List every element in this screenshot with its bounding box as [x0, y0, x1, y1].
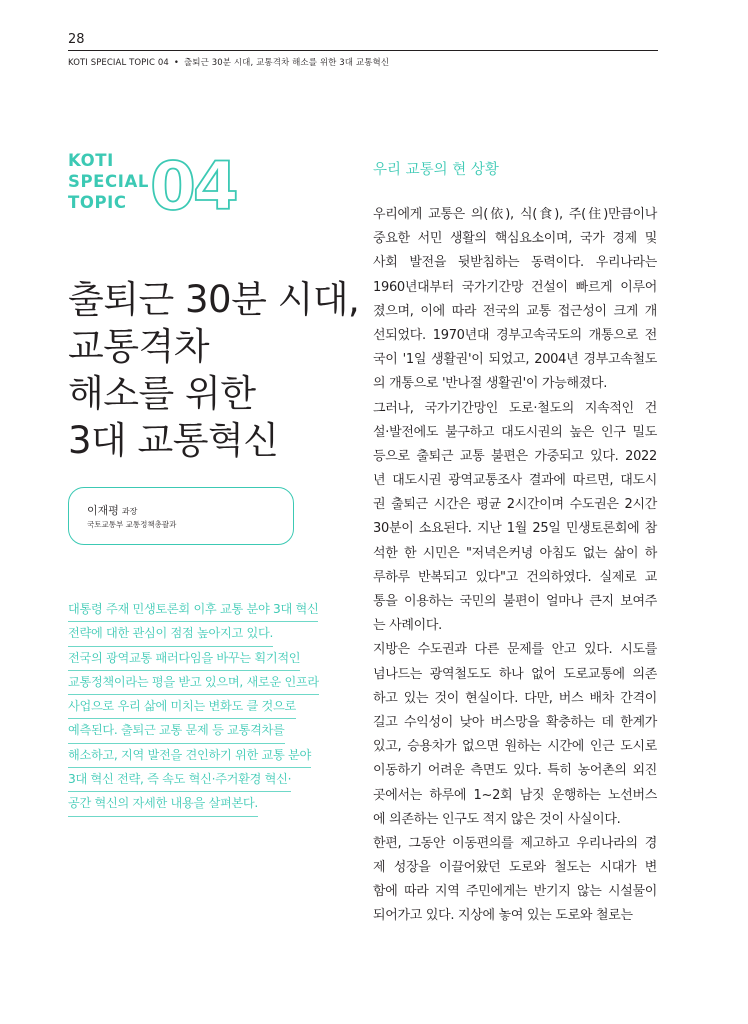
- title-line: 교통격차: [68, 325, 209, 368]
- summary-line: 3대 혁신 전략, 즉 속도 혁신·주거환경 혁신·: [68, 768, 291, 792]
- body-line: 30분이 소요된다. 지난 1월 25일 민생토론회에 참: [373, 521, 657, 537]
- body-line: 졌으며, 이에 따라 전국의 교통 접근성이 크게 개: [373, 303, 657, 319]
- body-line: 우리에게 교통은 의(依), 식(食), 주(住)만큼이나: [373, 207, 657, 222]
- summary-line: 전략에 대한 관심이 점점 높아지고 있다.: [68, 622, 273, 646]
- body-line: 에 의존하는 인구도 적지 않은 것이 사실이다.: [373, 811, 621, 827]
- title-line: 해소를 위한: [68, 372, 256, 415]
- summary-line: 공간 혁신의 자세한 내용을 살펴본다.: [68, 792, 258, 816]
- body-line: 통을 이용하는 국민의 불편이 얼마나 큰지 보여주: [373, 594, 657, 609]
- topic-label-line: TOPIC: [68, 193, 127, 212]
- topic-number-text: 04: [150, 148, 236, 218]
- summary-line: 해소하고, 지역 발전을 견인하기 위한 교통 분야: [68, 744, 311, 768]
- body-line: 제 성장을 이끌어왔던 도로와 철도는 시대가 변: [373, 860, 657, 876]
- header-separator: •: [173, 58, 179, 68]
- body-line: 석한 한 시민은 "저녁은커녕 아침도 없는 삶이 하: [373, 545, 657, 561]
- body-line: 등으로 출퇴근 교통 불편은 가중되고 있다. 2022: [373, 448, 657, 464]
- body-text: [373, 203, 657, 929]
- author-role: 과장: [121, 507, 138, 516]
- body-line: 국이 '1일 생활권'이 되었고, 2004년 경부고속철도: [373, 352, 657, 368]
- body-line: 하고 있는 것이 현실이다. 다만, 버스 배차 간격이: [373, 690, 657, 706]
- topic-label-line: SPECIAL: [68, 172, 149, 191]
- body-line: 의 개통으로 '반나절 생활권'이 가능해졌다.: [373, 376, 608, 392]
- running-header: [68, 56, 389, 68]
- body-line: 그러나, 국가기간망인 도로·철도의 지속적인 건: [373, 400, 657, 416]
- body-line: 곳에서는 하루에 1~2회 남짓 운행하는 노선버스: [373, 787, 657, 803]
- body-line: 는 사례이다.: [373, 618, 442, 634]
- body-line: 사회 발전을 뒷받침하는 동력이다. 우리나라는: [373, 255, 657, 271]
- title-line: 출퇴근 30분 시대,: [68, 278, 360, 321]
- topic-badge: [68, 150, 268, 222]
- body-line: 지방은 수도권과 다른 문제를 안고 있다. 시도를: [373, 642, 657, 658]
- body-line: 넘나드는 광역철도도 하나 없어 도로교통에 의존: [373, 666, 657, 682]
- header-rule: [68, 50, 658, 51]
- body-line: 설·발전에도 불구하고 대도시권의 높은 인구 밀도: [373, 424, 657, 440]
- page-number: 28: [68, 32, 85, 47]
- summary-line: 예측된다. 출퇴근 교통 문제 등 교통격차를: [68, 719, 285, 743]
- series-label: KOTI SPECIAL TOPIC 04: [68, 58, 169, 68]
- body-line: 있고, 승용차가 없으면 원하는 시간에 인근 도시로: [373, 739, 657, 755]
- title-line: 3대 교통혁신: [68, 419, 279, 462]
- body-line: 년 대도시권 광역교통조사 결과에 따르면, 대도시: [373, 473, 657, 489]
- body-line: 이동하기 어려운 측면도 있다. 특히 농어촌의 외진: [373, 763, 657, 779]
- summary-line: 전국의 광역교통 패러다임을 바꾸는 획기적인: [68, 647, 300, 671]
- body-line: 1960년대부터 국가기간망 건설이 빠르게 이루어: [373, 279, 657, 295]
- body-line: 선되었다. 1970년대 경부고속국도의 개통으로 전: [373, 327, 657, 343]
- summary-line: 교통정책이라는 평을 받고 있으며, 새로운 인프라: [68, 671, 319, 695]
- running-title: 출퇴근 30분 시대, 교통격차 해소를 위한 3대 교통혁신: [183, 58, 390, 68]
- author-affiliation: 국토교통부 교통정책총괄과: [87, 520, 177, 529]
- article-title: [68, 276, 359, 464]
- body-line: 권 출퇴근 시간은 평균 2시간이며 수도권은 2시간: [373, 497, 657, 513]
- body-line: 루하루 반복되고 있다"고 건의하였다. 실제로 교: [373, 569, 657, 585]
- summary-line: 사업으로 우리 삶에 미치는 변화도 클 것으로: [68, 695, 296, 719]
- author-box: [68, 487, 294, 545]
- author-line: [87, 502, 137, 518]
- summary: [68, 598, 348, 817]
- body-line: 중요한 서민 생활의 핵심요소이며, 국가 경제 및: [373, 231, 657, 247]
- body-line: 되어가고 있다. 지상에 놓여 있는 도로와 철로는: [373, 908, 633, 924]
- summary-line: 대통령 주재 민생토론회 이후 교통 분야 3대 혁신: [68, 598, 318, 622]
- body-line: 함에 따라 지역 주민에게는 반기지 않는 시설물이: [373, 884, 657, 900]
- body-line: 길고 수익성이 낮아 버스망을 확충하는 데 한계가: [373, 714, 657, 730]
- topic-number: [150, 148, 240, 218]
- author-name: 이재평: [87, 504, 119, 517]
- body-line: 한편, 그동안 이동편의를 제고하고 우리나라의 경: [373, 835, 657, 851]
- section-heading: 우리 교통의 현 상황: [373, 162, 499, 178]
- topic-label-line: KOTI: [68, 151, 114, 170]
- topic-label: [68, 150, 149, 213]
